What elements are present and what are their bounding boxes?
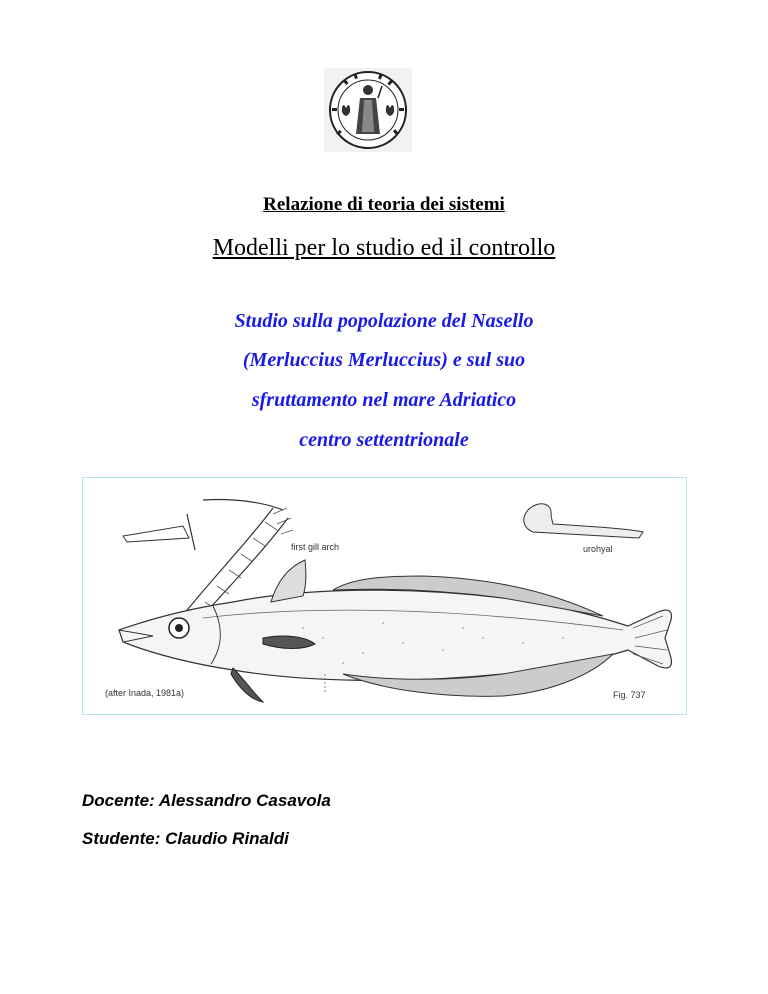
urohyal-label: urohyal bbox=[583, 544, 613, 554]
hake-fish-illustration-icon bbox=[83, 478, 686, 714]
study-title-line-4: centro settentrionale bbox=[299, 429, 469, 451]
report-subtitle: Modelli per lo studio ed il controllo bbox=[212, 235, 556, 261]
hake-figure bbox=[82, 477, 687, 715]
docente-line: Docente: Alessandro Casavola bbox=[82, 791, 331, 810]
study-title-line-3: sfruttamento nel mare Adriatico bbox=[251, 389, 517, 411]
university-seal-icon bbox=[324, 68, 412, 152]
figure-number-label: Fig. 737 bbox=[613, 690, 646, 700]
study-title-line-2: (Merluccius Merluccius) e sul suo bbox=[242, 349, 526, 371]
study-title-line-1: Studio sulla popolazione del Nasello bbox=[234, 310, 534, 332]
studente-line: Studente: Claudio Rinaldi bbox=[82, 829, 289, 848]
source-label: (after Inada, 1981a) bbox=[105, 688, 185, 698]
report-title: Relazione di teoria dei sistemi bbox=[263, 194, 505, 215]
gill-arch-label: first gill arch bbox=[291, 542, 340, 552]
